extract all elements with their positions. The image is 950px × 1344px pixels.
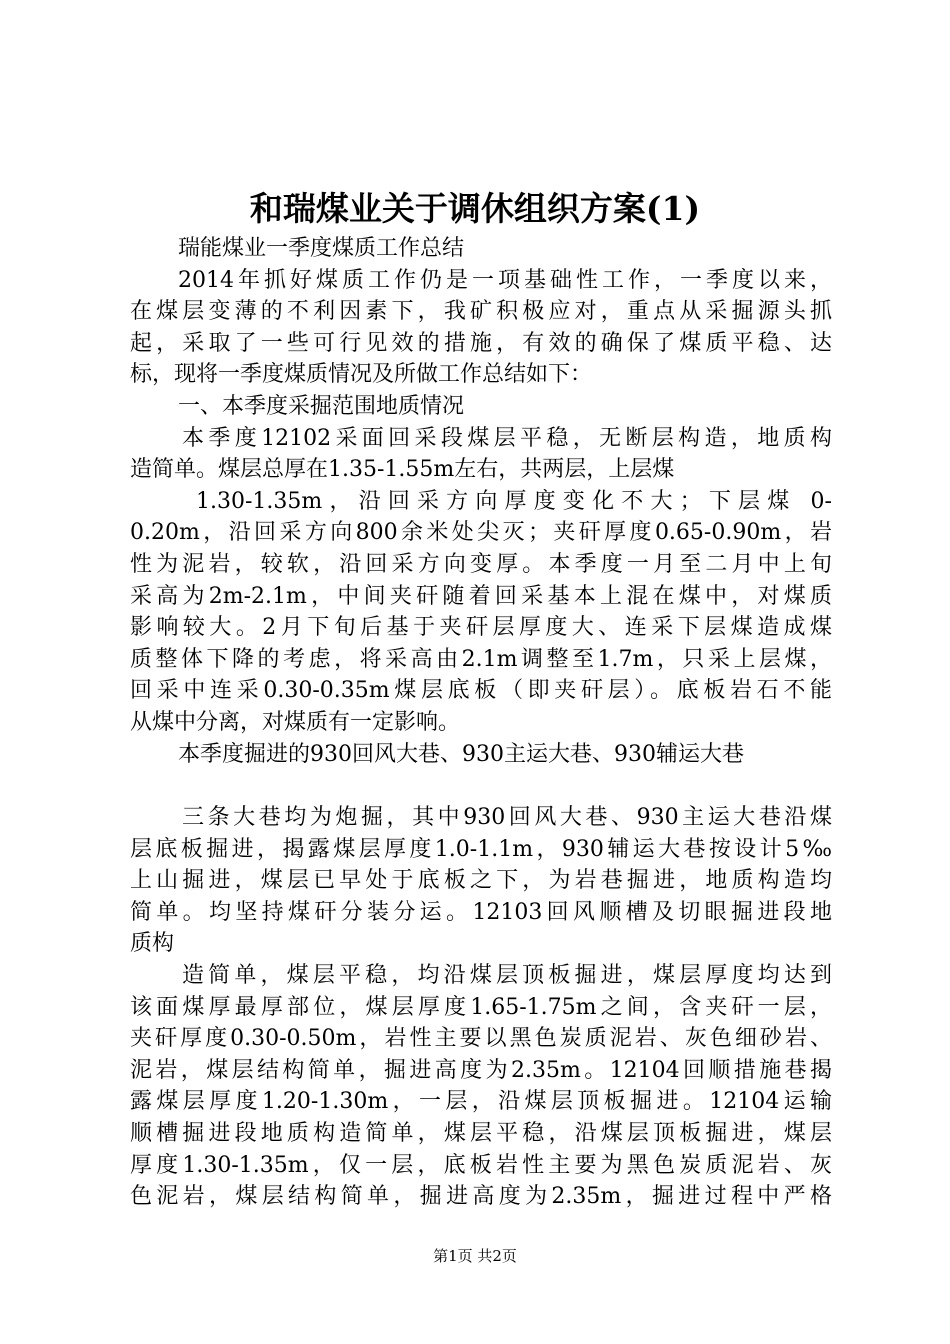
text-line: 2014年抓好煤质工作仍是一项基础性工作，一季度以来，: [178, 267, 832, 293]
document-body: [130, 233, 832, 1213]
text-line: 回采中连采0.30-0.35m煤层底板（即夹矸层）。底板岩石不能: [130, 678, 832, 704]
section-heading: 一、本季度采掘范围地质情况: [178, 393, 465, 419]
paragraph-gap: [130, 770, 832, 802]
text-line: 简单。均坚持煤矸分装分运。12103回风顺槽及切眼掘进段地: [130, 899, 832, 925]
text-line: 三条大巷均为炮掘，其中930回风大巷、930主运大巷沿煤: [182, 805, 832, 831]
text-line: 顺槽掘进段地质构造简单，煤层平稳，沿煤层顶板掘进，煤层: [130, 1121, 832, 1147]
text-line: 上山掘进，煤层已早处于底板之下，为岩巷掘进，地质构造均: [130, 868, 832, 894]
text-line: 在煤层变薄的不利因素下，我矿积极应对，重点从采掘源头抓: [130, 299, 832, 325]
document-title: 和瑞煤业关于调休组织方案(1): [249, 189, 701, 228]
text-line: 质整体下降的考虑，将采高由2.1m调整至1.7m，只采上层煤，: [130, 646, 832, 672]
text-line: 泥岩，煤层结构简单，掘进高度为2.35m。12104回顺措施巷揭: [130, 1057, 832, 1083]
text-line: 本季度掘进的930回风大巷、930主运大巷、930辅运大巷: [178, 741, 744, 767]
text-line: 本季度12102采面回采段煤层平稳，无断层构造，地质构: [182, 425, 832, 451]
text-line: 夹矸厚度0.30-0.50m，岩性主要以黑色炭质泥岩、灰色细砂岩、: [130, 1026, 832, 1052]
text-line: 造简单。煤层总厚在1.35-1.55m左右，共两层，上层煤: [130, 457, 675, 483]
text-line: 质构: [130, 931, 175, 957]
subtitle-line: 瑞能煤业一季度煤质工作总结: [178, 236, 465, 261]
text-line: 造简单，煤层平稳，均沿煤层顶板掘进，煤层厚度均达到: [182, 963, 832, 989]
text-line: 色泥岩，煤层结构简单，掘进高度为2.35m，掘进过程中严格: [130, 1184, 832, 1210]
text-line: 厚度1.30-1.35m，仅一层，底板岩性主要为黑色炭质泥岩、灰: [130, 1152, 832, 1178]
text-line: 性为泥岩，较软，沿回采方向变厚。本季度一月至二月中上旬: [130, 551, 832, 577]
text-line: 露煤层厚度1.20-1.30m，一层，沿煤层顶板掘进。12104运输: [130, 1089, 832, 1115]
text-line: 起，采取了一些可行见效的措施，有效的确保了煤质平稳、达: [130, 330, 832, 356]
text-line: 采高为2m-2.1m，中间夹矸随着回采基本上混在煤中，对煤质: [130, 583, 832, 609]
page-footer: 第1页 共2页: [433, 1247, 517, 1265]
text-line: 标，现将一季度煤质情况及所做工作总结如下：: [130, 362, 593, 388]
text-line: 层底板掘进，揭露煤层厚度1.0-1.1m，930辅运大巷按设计5‰: [130, 836, 832, 862]
text-line: 影响较大。2月下旬后基于夹矸层厚度大、连采下层煤造成煤: [130, 615, 832, 641]
text-line: 从煤中分离，对煤质有一定影响。: [130, 709, 461, 735]
text-line: 0.20m，沿回采方向800余米处尖灭；夹矸厚度0.65-0.90m，岩: [130, 520, 832, 546]
text-line: 该面煤厚最厚部位，煤层厚度1.65-1.75m之间，含夹矸一层，: [130, 994, 832, 1020]
text-line: 1.30-1.35m，沿回采方向厚度变化不大；下层煤 0-: [196, 488, 832, 514]
